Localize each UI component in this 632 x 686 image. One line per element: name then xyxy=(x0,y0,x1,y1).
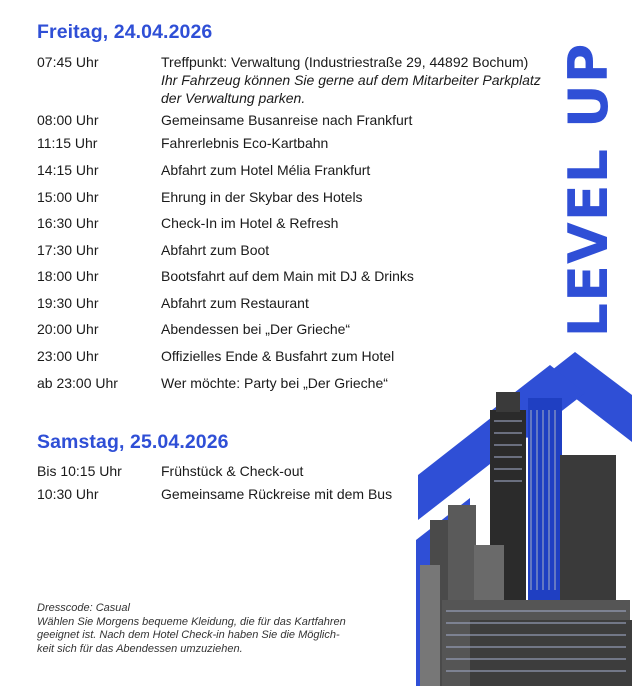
schedule-event: Abfahrt zum Restaurant xyxy=(161,295,309,311)
schedule-time: 23:00 Uhr xyxy=(37,348,99,364)
dresscode-text-line: keit sich für das Abendessen umzuziehen. xyxy=(37,642,243,655)
schedule-event: Gemeinsame Busanreise nach Frankfurt xyxy=(161,112,413,128)
level-up-illustration xyxy=(410,0,632,686)
schedule-time: 14:15 Uhr xyxy=(37,162,99,178)
schedule-event: Fahrerlebnis Eco-Kartbahn xyxy=(161,135,329,151)
skyline xyxy=(420,392,632,686)
dresscode-title: Dresscode: Casual xyxy=(37,602,130,614)
schedule-note-line: Ihr Fahrzeug können Sie gerne auf dem Mitarbeiter Parkplatz xyxy=(161,72,541,88)
dresscode-text-line: Wählen Sie Morgens bequeme Kleidung, die für das Kartfahren xyxy=(37,615,346,628)
schedule-event: Wer möchte: Party bei „Der Grieche“ xyxy=(161,375,388,391)
schedule-time: 16:30 Uhr xyxy=(37,215,99,231)
schedule-event: Abfahrt zum Boot xyxy=(161,242,270,258)
schedule-event: Offizielles Ende & Busfahrt zum Hotel xyxy=(161,348,395,364)
level-up-logo: LEVEL UP xyxy=(557,42,620,338)
schedule-time: 19:30 Uhr xyxy=(37,295,99,311)
schedule-event: Ehrung in der Skybar des Hotels xyxy=(161,189,363,205)
schedule-time: ab 23:00 Uhr xyxy=(37,375,118,391)
schedule-event: Abfahrt zum Hotel Mélia Frankfurt xyxy=(161,162,371,178)
saturday-heading: Samstag, 25.04.2026 xyxy=(37,431,229,453)
schedule-time: 08:00 Uhr xyxy=(37,112,99,128)
schedule-event: Gemeinsame Rückreise mit dem Bus xyxy=(161,486,393,502)
schedule-time: Bis 10:15 Uhr xyxy=(37,463,122,479)
schedule-time: 18:00 Uhr xyxy=(37,268,99,284)
schedule-event: Frühstück & Check-out xyxy=(161,463,304,479)
schedule-event: Check-In im Hotel & Refresh xyxy=(161,215,339,231)
friday-heading: Freitag, 24.04.2026 xyxy=(37,21,213,43)
schedule-time: 11:15 Uhr xyxy=(37,135,98,151)
schedule-time: 10:30 Uhr xyxy=(37,486,99,502)
schedule-time: 15:00 Uhr xyxy=(37,189,99,205)
dresscode-text-line: geeignet ist. Nach dem Hotel Check-in haben Sie die Möglich- xyxy=(37,629,340,641)
schedule-time: 07:45 Uhr xyxy=(37,54,99,70)
dresscode-note xyxy=(37,602,407,656)
schedule-note-line: der Verwaltung parken. xyxy=(161,90,306,106)
schedule-time: 17:30 Uhr xyxy=(37,242,99,258)
schedule-event-title: Treffpunkt: Verwaltung (Industriestraße 29, 44892 Bochum) xyxy=(161,54,529,70)
schedule-event: Abendessen bei „Der Grieche“ xyxy=(161,321,351,337)
schedule-time: 20:00 Uhr xyxy=(37,321,99,337)
schedule-event: Bootsfahrt auf dem Main mit DJ & Drinks xyxy=(161,268,414,284)
